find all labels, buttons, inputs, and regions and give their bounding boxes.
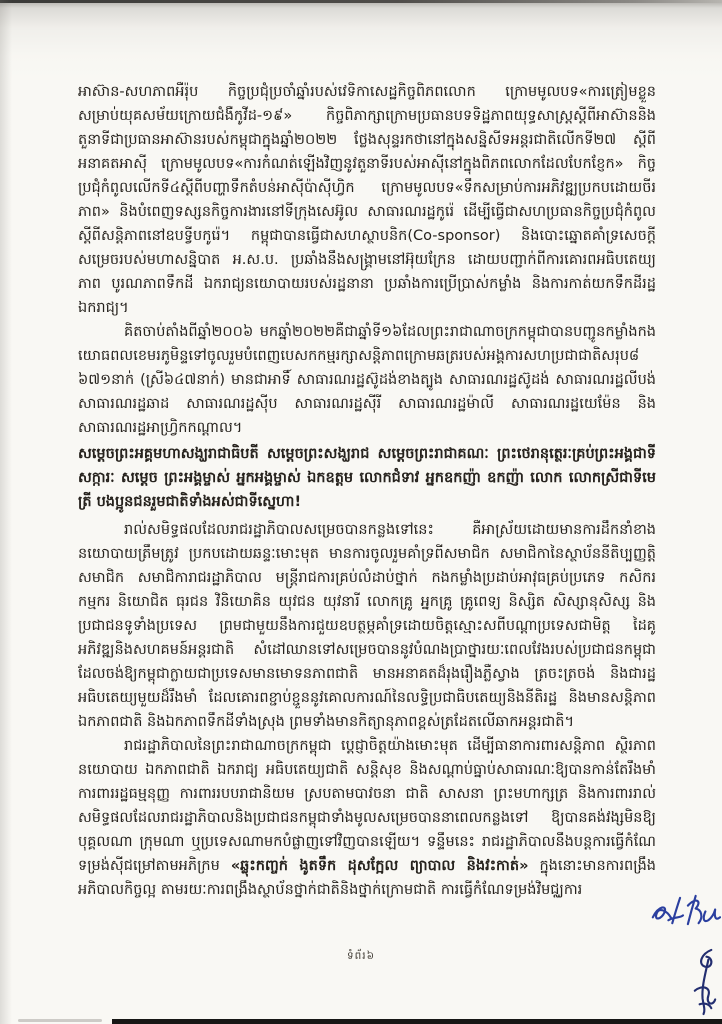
paragraph-achievements: រាល់សមិទ្ធផលដែលរាជរដ្ឋាភិបាលសម្រេចបានកន្លងទៅនេះ គឺអាស្រ័យដោយមានការដឹកនាំខាងនយោបាយត្រឹមត្រូវ ប្រកបដោយឆន្ទៈមោះមុត មានការចូលរួមគាំទ្រពីសមាជិក សមាជិកានៃស្ថាប័ននីតិប្បញ្ញត្តិ សមាជិក សមាជិការាជរដ្ឋាភិបាល មន្ត្រីរាជការគ្រប់លំដាប់ថ្នាក់ កងកម្លាំងប្រដាប់អាវុធគ្រប់ប្រភេទ កសិករ កម្មករ និយោជិត ធុរជន វិនិយោគិន យុវជន យុវនារី លោកគ្រូ អ្នកគ្រូ គ្រូពេទ្យ និស្សិត សិស្សានុសិស្ស និងប្រជាជនទូទាំងប្រទេស ព្រមជាមួយនឹងការជួយឧបត្ថម្ភគាំទ្រដោយចិត្តស្មោះសពីបណ្តាប្រទេសជាមិត្ត ដៃគូអភិវឌ្ឍនិងសហគមន៍អន្តរជាតិ សំដៅឈានទៅសម្រេចបាននូវបំណងប្រាថ្នារយៈពេលវែងរបស់ប្រជាជនកម្ពុជា ដែលចង់ឱ្យកម្ពុជាក្លាយជាប្រទេសមានមោទនភាពជាតិ មានអនាគតដ៏រុងរឿងភ្លឺស្វាង ត្រចះត្រចង់ និងជារដ្ឋអធិបតេយ្យមួយដ៏រឹងមាំ ដែលគោរពខ្ជាប់ខ្ជួននូវគោលការណ៍នៃលទ្ធិប្រជាធិបតេយ្យនិងនីតិរដ្ឋ និងមានសន្តិភាព ឯកភាពជាតិ និងឯកភាពទឹកដីទាំងស្រុង ព្រមទាំងមានកិត្យានុភាពខ្ពស់ត្រដែតលើឆាកអន្តរជាតិ។ [78,522,656,730]
scan-edge-bottom [112,1019,722,1024]
paragraph-commitment [78,734,656,902]
page-number: ទំព័រ៦ [346,950,376,962]
paragraph-continuation: អាស៊ាន-សហភាពអឺរ៉ុប កិច្ចប្រជុំប្រចាំឆ្នាំរបស់វេទិកាសេដ្ឋកិច្ចពិភពលោក ក្រោមមូលបទ«ការត្រៀមខ្លួនសម្រាប់យុគសម័យក្រោយជំងឺកូវីដ-១៩» កិច្ចពិភាក្សាក្រោមប្រធានបទទិដ្ឋភាពយុទ្ធសាស្ត្រស្តីពីអាស៊ាននិងតួនាទីជាប្រធានអាស៊ានរបស់កម្ពុជាក្នុងឆ្នាំ២០២២ ថ្លែងសុន្ទរកថានៅក្នុងសន្និសីទអន្តរជាតិលើកទី២៧ ស្តីពីអនាគតអាស៊ី ក្រោមមូលបទ«ការកំណត់ឡើងវិញនូវតួនាទីរបស់អាស៊ីនៅក្នុងពិភពលោកដែលបែកខ្ញែក» កិច្ចប្រជុំកំពូលលើកទី៤ស្តីពីបញ្ហាទឹកតំបន់អាស៊ីប៉ាស៊ីហ្វិក ក្រោមមូលបទ«ទឹកសម្រាប់ការអភិវឌ្ឍប្រកបដោយចីរភាព» និងបំពេញទស្សនកិច្ចការងារនៅទីក្រុងសេអ៊ូល សាធារណរដ្ឋកូរ៉េ ដើម្បីធ្វើជាសហប្រធានកិច្ចប្រជុំកំពូលស្តីពីសន្តិភាពនៅឧបទ្វីបកូរ៉េ។ កម្ពុជាបានធ្វើជាសហស្ថាបនិក(Co-sponsor) និងបោះឆ្នោតគាំទ្រសេចក្តីសម្រេចរបស់មហាសន្និបាត អ.ស.ប. ប្រឆាំងនឹងសង្គ្រាមនៅអ៊ុយក្រែន ដោយបញ្ជាក់ពីការគោរពអធិបតេយ្យភាព បូរណភាពទឹកដី ឯករាជ្យនយោបាយរបស់រដ្ឋនានា ប្រឆាំងការប្រើប្រាស់កម្លាំង និងការកាត់យកទឹកដីរដ្ឋឯករាជ្យ។ [78,84,656,316]
scan-shadow-top [0,0,722,80]
paragraph-commitment-before: រាជរដ្ឋាភិបាលនៃព្រះរាជាណាចក្រកម្ពុជា ប្តេជ្ញាចិត្តយ៉ាងមោះមុត ដើម្បីធានាការពារសន្តិភាព ស្ថិរភាពនយោបាយ ឯកភាពជាតិ ឯករាជ្យ អធិបតេយ្យជាតិ សន្តិសុខ និងសណ្តាប់ធ្នាប់សាធារណៈឱ្យបានកាន់តែរឹងមាំ ការពាររដ្ឋធម្មនុញ្ញ ការពាររបបរាជានិយម ស្របតាមបាវចនា ជាតិ សាសនា ព្រះមហាក្សត្រ និងការពាររាល់សមិទ្ធផលដែលរាជរដ្ឋាភិបាលនិងប្រជាជនកម្ពុជាទាំងមូលសម្រេចបាននាពេលកន្លងទៅ ឱ្យបានគង់វង្សមិនឱ្យបុគ្គលណា ក្រុមណា ឬប្រទេសណាមកបំផ្លាញទៅវិញបានឡើយ។ ទន្ទឹមនេះ រាជរដ្ឋាភិបាលនឹងបន្តការធ្វើកំណែទម្រង់ស៊ីជម្រៅតាមអភិក្រម [78,738,656,874]
reform-motto-quote: «ឆ្លុះកញ្ចក់ ងូតទឹក ដុសក្អែល ព្យាបាល និងវះកាត់» [230,858,529,874]
scan-shadow-left [0,0,12,1024]
paragraph-commitment-after: ក្នុងនោះមានការពង្រឹងអភិបាលកិច្ចល្អ តាមរយៈការពង្រឹងស្ថាប័នថ្នាក់ជាតិនិងថ្នាក់ក្រោមជាតិ ការធ្វើកំណែទម្រង់វិមជ្ឈការ [78,858,656,898]
handwritten-initials-ink [645,888,721,933]
paragraph-peacekeeping: គិតចាប់តាំងពីឆ្នាំ២០០៦ មកឆ្នាំ២០២២គឺជាឆ្នាំទី១៦ដែលព្រះរាជាណាចក្រកម្ពុជាបានបញ្ជូនកម្លាំងកងយោធពលខេមរភូមិន្ទទៅចូលរួមបំពេញបេសកកម្មរក្សាសន្តិភាពក្រោមឆត្ររបស់អង្គការសហប្រជាជាតិសរុប៨ ៦៧១នាក់ (ស្រី៦៤៧នាក់) មានជាអាទិ៍ សាធារណរដ្ឋស៊ូដង់ខាងត្បូង សាធារណរដ្ឋស៊ូដង់ សាធារណរដ្ឋលីបង់ សាធារណរដ្ឋឆាដ សាធារណរដ្ឋស៊ីប សាធារណរដ្ឋស៊ីរី សាធារណរដ្ឋម៉ាលី សាធារណរដ្ឋយេម៉ែន និងសាធារណរដ្ឋអាហ្វ្រិកកណ្តាល។ [78,324,656,436]
scan-smudge-bottom-left [18,1019,102,1022]
salutation-paragraph: សម្តេចព្រះអគ្គមហាសង្ឃរាជាធិបតី សម្តេចព្រះសង្ឃរាជ សម្តេចព្រះរាជាគណៈ ព្រះថេរានុត្ថេរៈគ្រប់ព្រះអង្គជាទីសក្ការៈ សម្តេច ព្រះអង្គម្ចាស់ អ្នកអង្គម្ចាស់ ឯកឧត្តម លោកជំទាវ អ្នកឧកញ៉ា ឧកញ៉ា លោក លោកស្រីជាទីមេត្រី បងប្អូនជនរួមជាតិទាំងអស់ជាទីស្នេហា! [78,446,656,510]
document-body [78,80,656,902]
signature-flourish-ink [688,944,721,1018]
scan-edge-top [0,0,722,3]
